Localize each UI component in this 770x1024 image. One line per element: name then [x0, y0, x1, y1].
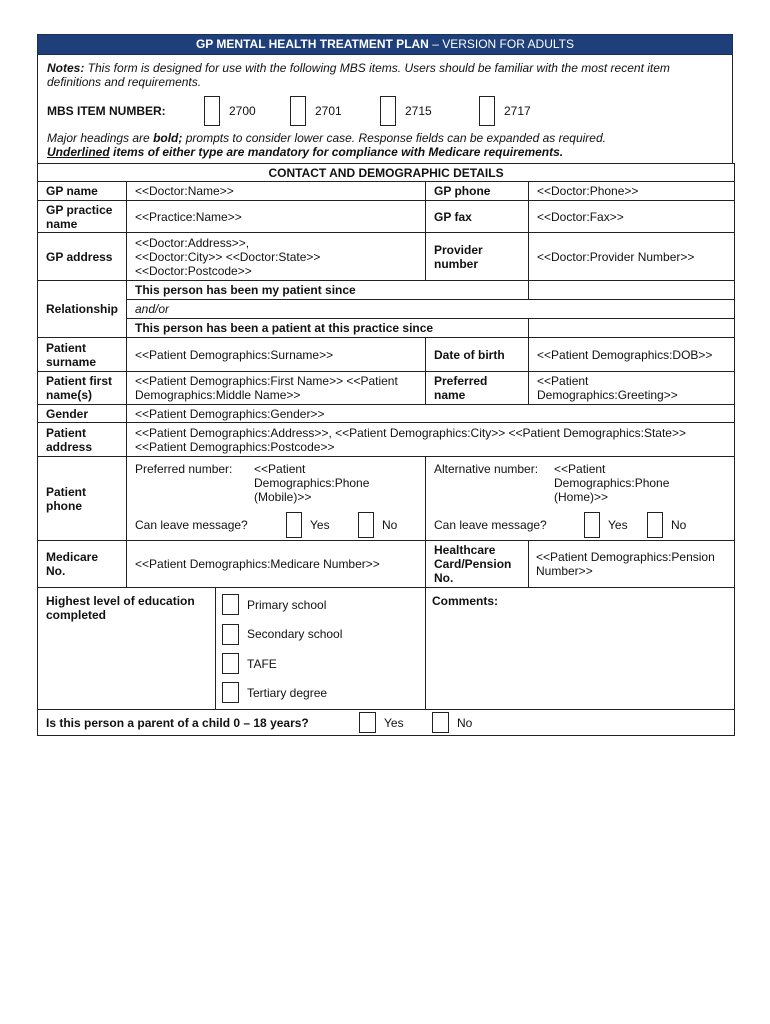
parent-question-label: Is this person a parent of a child 0 – 18 years?: [46, 715, 309, 730]
contact-details-table: [37, 163, 735, 736]
headings-note-a: Major headings are: [47, 131, 154, 145]
mbs-code: 2717: [504, 104, 531, 118]
no-label: No: [671, 518, 687, 532]
gp-fax-label: GP fax: [426, 201, 529, 233]
parent-question: [46, 712, 726, 733]
mbs-item-2701[interactable]: [290, 96, 380, 126]
form-title: [37, 34, 733, 55]
relationship-label: Relationship: [38, 281, 127, 338]
alternative-number-row: [434, 462, 726, 504]
checkbox[interactable]: [290, 96, 306, 126]
form-title-rest: – VERSION FOR ADULTS: [428, 37, 575, 51]
comments-label: Comments:: [432, 594, 499, 608]
patient-surname-label: Patient surname: [38, 338, 127, 372]
preferred-name-label: Preferred name: [426, 372, 529, 405]
checkbox[interactable]: [204, 96, 220, 126]
gp-address-line2: <<Doctor:City>> <<Doctor:State>>: [135, 249, 321, 264]
education-tertiary[interactable]: [222, 678, 419, 707]
alt-leave-message-label: Can leave message?: [434, 518, 547, 532]
relationship-patient-since: This person has been my patient since: [127, 281, 529, 300]
checkbox[interactable]: [359, 712, 376, 733]
parent-no[interactable]: [432, 712, 472, 733]
gp-practice-field[interactable]: <<Practice:Name>>: [127, 201, 426, 233]
gp-name-field[interactable]: <<Doctor:Name>>: [127, 182, 426, 201]
headings-note: [47, 131, 723, 145]
checkbox[interactable]: [222, 594, 239, 615]
patient-address-label: Patient address: [38, 423, 127, 457]
patient-surname-field[interactable]: <<Patient Demographics:Surname>>: [127, 338, 426, 372]
gender-label: Gender: [38, 405, 127, 423]
mbs-label: MBS ITEM NUMBER:: [47, 104, 166, 118]
mbs-code: 2701: [315, 104, 342, 118]
no-label: No: [457, 715, 473, 730]
checkbox[interactable]: [222, 624, 239, 645]
relationship-andor: and/or: [127, 300, 735, 319]
yes-label: Yes: [608, 518, 628, 532]
gp-fax-field[interactable]: <<Doctor:Fax>>: [529, 201, 735, 233]
patient-phone-label: Patient phone: [38, 457, 127, 541]
alternative-number-label: Alternative number:: [434, 462, 539, 476]
checkbox[interactable]: [584, 512, 600, 538]
gp-address-label: GP address: [38, 233, 127, 281]
yes-label: Yes: [384, 715, 404, 730]
relationship-patient-since-field[interactable]: [529, 281, 735, 300]
gp-phone-label: GP phone: [426, 182, 529, 201]
gp-address-line3: <<Doctor:Postcode>>: [135, 263, 252, 278]
gp-phone-field[interactable]: <<Doctor:Phone>>: [529, 182, 735, 201]
checkbox[interactable]: [222, 682, 239, 703]
notes-section: [37, 55, 733, 163]
gp-name-label: GP name: [38, 182, 127, 201]
alt-leave-message-no[interactable]: [647, 512, 686, 538]
relationship-practice-since-field[interactable]: [529, 319, 735, 338]
section-heading: CONTACT AND DEMOGRAPHIC DETAILS: [38, 164, 735, 182]
gp-address-line1: <<Doctor:Address>>,: [135, 235, 250, 250]
checkbox[interactable]: [358, 512, 374, 538]
notes-label: Notes:: [47, 61, 85, 75]
checkbox[interactable]: [380, 96, 396, 126]
alternative-number-field[interactable]: <<Patient Demographics:Phone (Home)>>: [554, 462, 670, 504]
checkbox[interactable]: [432, 712, 449, 733]
leave-message-label: Can leave message?: [135, 518, 248, 532]
relationship-practice-since: This person has been a patient at this practice since: [127, 319, 529, 338]
comments-field[interactable]: [426, 588, 735, 710]
provider-number-label: Provider number: [426, 233, 529, 281]
dob-field[interactable]: <<Patient Demographics:DOB>>: [529, 338, 735, 372]
parent-yes[interactable]: [359, 712, 432, 733]
no-label: No: [382, 518, 398, 532]
checkbox[interactable]: [479, 96, 495, 126]
mbs-item-2715[interactable]: [380, 96, 479, 126]
mbs-item-2717[interactable]: [479, 96, 531, 126]
healthcare-card-field[interactable]: <<Patient Demographics:Pension Number>>: [529, 541, 735, 588]
leave-message-row: [135, 512, 417, 538]
education-secondary[interactable]: [222, 619, 419, 649]
medicare-field[interactable]: <<Patient Demographics:Medicare Number>>: [127, 541, 426, 588]
patient-first-name-field[interactable]: <<Patient Demographics:First Name>> <<Patient Demographics:Middle Name>>: [127, 372, 426, 405]
mandatory-note: [47, 145, 723, 159]
leave-message-no[interactable]: [358, 512, 397, 538]
education-tafe[interactable]: [222, 649, 419, 678]
mental-health-plan-form: [37, 34, 733, 736]
provider-number-field[interactable]: <<Doctor:Provider Number>>: [529, 233, 735, 281]
education-primary[interactable]: [222, 590, 419, 619]
patient-first-name-label: Patient first name(s): [38, 372, 127, 405]
headings-note-b: prompts to consider lower case. Response fields can be expanded as required.: [182, 131, 606, 145]
preferred-number-label: Preferred number:: [135, 462, 233, 476]
yes-label: Yes: [310, 518, 330, 532]
education-options: [216, 588, 426, 710]
medicare-label: Medicare No.: [38, 541, 127, 588]
parent-question-row: [38, 710, 735, 736]
headings-note-bold: bold;: [153, 131, 183, 145]
form-title-bold: GP MENTAL HEALTH TREATMENT PLAN: [195, 37, 429, 51]
preferred-number-row: [135, 462, 417, 504]
checkbox[interactable]: [647, 512, 663, 538]
alt-leave-message-row: [434, 512, 726, 538]
mandatory-note-underlined: Underlined: [47, 145, 110, 159]
notes-text: [47, 61, 723, 89]
checkbox[interactable]: [222, 653, 239, 674]
mbs-item-2700[interactable]: [204, 96, 290, 126]
notes-body: This form is designed for use with the following MBS items. Users should be familiar with the most recent item definitions and requirements.: [47, 61, 670, 89]
gender-field[interactable]: <<Patient Demographics:Gender>>: [127, 405, 735, 423]
mbs-code: 2715: [405, 104, 432, 118]
education-label: Highest level of education completed: [38, 588, 216, 710]
gp-practice-label: GP practice name: [38, 201, 127, 233]
checkbox[interactable]: [286, 512, 302, 538]
alternative-number-cell: [426, 457, 735, 541]
preferred-number-cell: [127, 457, 426, 541]
leave-message-yes[interactable]: [286, 512, 358, 538]
gp-address-field[interactable]: [127, 233, 426, 281]
education-option-label: Secondary school: [247, 627, 343, 641]
preferred-name-field[interactable]: <<Patient Demographics:Greeting>>: [529, 372, 735, 405]
education-option-label: Tertiary degree: [247, 685, 328, 700]
mandatory-note-rest: items of either type are mandatory for compliance with Medicare requirements.: [109, 145, 564, 159]
education-option-label: Primary school: [247, 597, 327, 612]
healthcare-card-label: Healthcare Card/Pension No.: [426, 541, 529, 588]
alt-leave-message-yes[interactable]: [584, 512, 647, 538]
mbs-item-row: [47, 91, 723, 131]
dob-label: Date of birth: [426, 338, 529, 372]
education-option-label: TAFE: [247, 656, 277, 671]
patient-address-field[interactable]: <<Patient Demographics:Address>>, <<Patient Demographics:City>> <<Patient Demographics:State>> <<Patient Demographics:Postcode>>: [127, 423, 735, 457]
mbs-code: 2700: [229, 104, 256, 118]
preferred-number-field[interactable]: <<Patient Demographics:Phone (Mobile)>>: [254, 462, 370, 504]
